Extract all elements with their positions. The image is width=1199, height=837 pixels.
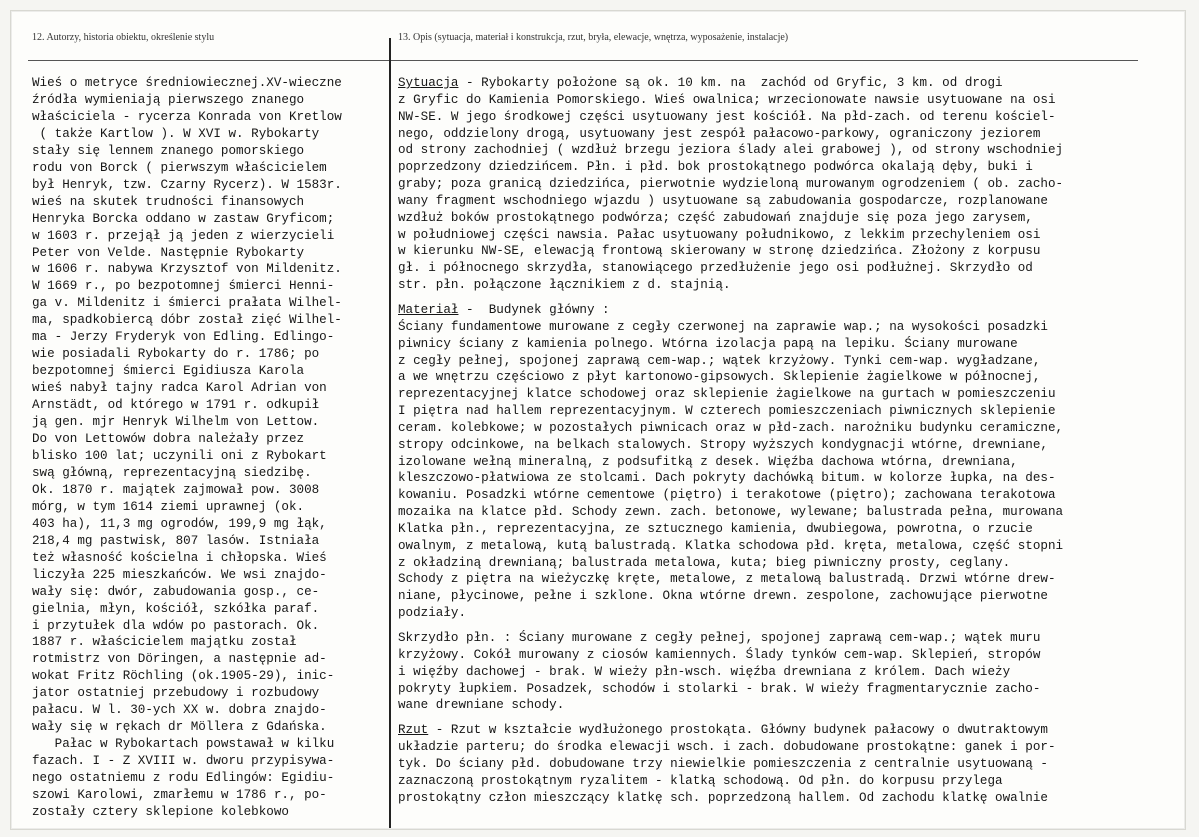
description-line-text: z cegły pełnej, spojonej zaprawą cem-wap.; wątek krzyżowy. Tynki cem-wap. wygładzane, <box>398 353 1041 368</box>
description-line <box>398 420 1063 437</box>
description-line <box>398 227 1063 244</box>
description-line <box>398 126 1063 143</box>
history-line: wieś na skutek trudności finansowych <box>32 194 305 209</box>
description-line-text: krzyżowy. Cokół murowany z ciosów kamiennych. Ślady tynków cem-wap. Sklepień, stropów <box>398 647 1041 662</box>
description-line <box>398 790 1063 807</box>
description-line <box>398 302 1063 319</box>
description-line <box>398 210 1063 227</box>
history-line: też własność kościelna i chłopska. Wieś <box>32 550 327 565</box>
history-line: właściciela - rycerza Konrada von Kretlow <box>32 109 342 124</box>
description-line-text: z Gryfic do Kamienia Pomorskiego. Wieś owalnica; wrzecionowate nawsie usytuowane na osi <box>398 92 1056 107</box>
section-heading: Rzut <box>398 723 429 738</box>
description-line-text: I piętra nad hallem reprezentacyjnym. W czterech pomieszczeniach piwnicznych sklepienie <box>398 404 1056 419</box>
description-line-text: i więźby dachowej - brak. W wieży płn-wsch. więźba drewniana z królem. Dach wieży <box>398 664 1011 679</box>
description-line <box>398 588 1063 605</box>
description-line <box>398 75 1063 92</box>
history-line: 218,4 mg pastwisk, 807 lasów. Istniała <box>32 533 320 548</box>
header-rule <box>28 60 1138 61</box>
description-line <box>398 555 1063 572</box>
description-line <box>398 142 1063 159</box>
section-heading: Sytuacja <box>398 76 459 90</box>
description-line-text: stropy odcinkowe, na belkach stalowych. Stropy wyższych kondygnacji wtórne, drewniane, <box>398 437 1048 452</box>
history-line: zostały cztery sklepione kolebkowo <box>32 804 289 819</box>
paragraph-gap <box>398 294 1063 302</box>
description-line-text: wzdłuż boków prostokątnego podwórza; część zabudowań znajduje się poza jego zarysem, <box>398 210 1033 225</box>
description-line-text: tyk. Do ściany płd. dobudowane trzy niewielkie pomieszczenia z centralnie usytuowaną - <box>398 756 1048 771</box>
history-line: ga v. Mildenitz i śmierci prałata Wilhel- <box>32 296 342 311</box>
description-line <box>398 521 1063 538</box>
description-line-text: podziały. <box>398 606 467 621</box>
description-line <box>398 773 1063 790</box>
description-line <box>398 697 1063 714</box>
history-line: był Henryk, tzw. Czarny Rycerz). W 1583r. <box>32 177 342 192</box>
history-line: bezpotomnej śmierci Egidiusza Karola <box>32 364 305 379</box>
description-line <box>398 538 1063 555</box>
description-line <box>398 260 1063 277</box>
description-line-text: kleszczowo-płatwiowa ze stolcami. Dach pokryty dachówką bitum. w kolorze łupka, na des- <box>398 471 1056 486</box>
description-line <box>398 756 1063 773</box>
history-line: Do von Lettowów dobra należały przez <box>32 432 305 447</box>
description-line <box>398 109 1063 126</box>
description-line <box>398 193 1063 210</box>
right-column-header: 13. Opis (sytuacja, materiał i konstrukcja, rzut, bryła, elewacje, wnętrza, wyposażenie, instalacje) <box>398 32 789 43</box>
description-line-text: mozaika na klatce płd. Schody zewn. zach. betonowe, wylewane; balustrada pełna, murowana <box>398 505 1064 520</box>
history-line: Peter von Velde. Następnie Rybokarty <box>32 245 305 260</box>
description-line-text: reprezentacyjnej klatce schodowej oraz sklepienie żagielkowe na gurtach w pomieszczeniu <box>398 387 1056 402</box>
history-line: ją gen. mjr Henryk Wilhelm von Lettow. <box>32 415 320 430</box>
description-line-text: - Rybokarty położone są ok. 10 km. na zachód od Gryfic, 3 km. od drogi <box>458 76 1003 90</box>
history-line: wie posiadali Rybokarty do r. 1786; po <box>32 347 320 362</box>
history-line: nego ostatniemu z rodu Edlingów: Egidiu- <box>32 771 335 786</box>
history-line: W 1669 r., po bezpotomnej śmierci Henni- <box>32 279 335 294</box>
history-line: w 1603 r. przejął ją jeden z wierzycieli <box>32 228 335 243</box>
paragraph-gap <box>398 714 1063 722</box>
description-line-text: układzie parteru; do środka elewacji wsch. i zach. dobudowane prostokątne: ganek i por- <box>398 740 1056 755</box>
history-line: mórg, w tym 1614 ziemi uprawnej (ok. <box>32 499 305 514</box>
section-heading: Materiał <box>398 302 459 317</box>
history-line: wokat Fritz Röchling (ok.1905-29), inic- <box>32 669 335 684</box>
history-line: Wieś o metryce średniowiecznej.XV-wieczne <box>32 76 342 90</box>
description-line <box>398 739 1063 756</box>
description-line <box>398 319 1063 336</box>
history-line: szowi Karolowi, zmarłemu w 1786 r., po- <box>32 788 327 803</box>
description-line-text: Ściany fundamentowe murowane z cegły czerwonej na zaprawie wap.; na wysokości posadzki <box>398 319 1048 334</box>
paragraph-gap <box>398 622 1063 630</box>
description-line <box>398 243 1063 260</box>
description-line-text: Schody z piętra na wieżyczkę kręte, metalowe, z metalową balustradą. Drzwi wtórne drew- <box>398 572 1056 587</box>
history-line: 1887 r. właścicielem majątku został <box>32 635 297 650</box>
history-line: ( także Kartlow ). W XVI w. Rybokarty <box>32 126 320 141</box>
description-line-text: w południowej części nawsia. Pałac usytuowany południkowo, z lekkim przechyleniem osi <box>398 227 1041 242</box>
description-line-text: prostokątny człon mieszczący klatkę sch. poprzedzoną hallem. Od zachodu klatkę owalnie <box>398 790 1048 805</box>
history-line: ma - Jerzy Fryderyk von Edling. Edlingo- <box>32 330 335 345</box>
description-line-text: wany fragment wschodniego wjazdu ) usytuowane są zabudowania gospodarcze, rozplanowane <box>398 193 1048 208</box>
description-line-text: owalnym, z metalową, kutą balustradą. Klatka schodowa płd. kręta, metalowa, część stopni <box>398 538 1064 553</box>
history-line: rotmistrz von Döringen, a następnie ad- <box>32 652 327 667</box>
description-line-text: wane drewniane schody. <box>398 698 565 713</box>
description-line <box>398 277 1063 294</box>
description-line <box>398 487 1063 504</box>
description-line <box>398 159 1063 176</box>
description-line-text: zaznaczoną prostokątnym ryzalitem - klatką schodową. Od płn. do korpusu przylega <box>398 773 1003 788</box>
description-line-text: Klatka płn., reprezentacyjna, ze sztucznego kamienia, dwubiegowa, powrotna, o rzucie <box>398 521 1033 536</box>
description-line <box>398 571 1063 588</box>
description-line-text: graby; poza granicą dziedzińca, pierwotnie wydzieloną murowanym ogrodzeniem ( ob. zacho- <box>398 177 1064 192</box>
history-line: Arnstädt, od którego w 1791 r. odkupił <box>32 398 320 413</box>
description-line-text: - Budynek główny : <box>458 302 610 317</box>
history-line: Henryka Borcka oddano w zastaw Gryficom; <box>32 211 335 226</box>
history-line: wały się: dwór, zabudowania gosp., ce- <box>32 584 320 599</box>
history-line: stały się lennem znanego pomorskiego <box>32 143 305 158</box>
description-line-text: pokryty łupkiem. Posadzek, schodów i stolarki - brak. W wieży fragmentarycznie zacho- <box>398 681 1041 696</box>
description-line-text: niane, płycinowe, pełne i szklone. Okna wtórne drewn. zespolone, zachowujące pierwotne <box>398 589 1048 604</box>
description-line-text: nego, oddzielony drogą, usytuowany jest zespół pałacowo-parkowy, ograniczony jeziorem <box>398 126 1041 141</box>
history-line: swą główną, reprezentacyjną siedzibę. <box>32 465 312 480</box>
description-line <box>398 353 1063 370</box>
description-line-text: w kierunku NW-SE, elewacją frontową skierowany w stronę dziedzińca. Złożony z korpusu <box>398 244 1041 259</box>
history-line: 403 ha), 11,3 mg ogrodów, 199,9 mg łąk, <box>32 516 327 531</box>
description-line <box>398 504 1063 521</box>
description-line <box>398 630 1063 647</box>
history-text <box>32 75 342 821</box>
history-line: liczyła 225 mieszkańców. We wsi znajdo- <box>32 567 327 582</box>
history-line: blisko 100 lat; uczynili oni z Rybokart <box>32 448 327 463</box>
description-line-text: - Rzut w kształcie wydłużonego prostokąta. Główny budynek pałacowy o dwutraktowym <box>428 723 1048 738</box>
description-line <box>398 92 1063 109</box>
description-line <box>398 681 1063 698</box>
description-line-text: NW-SE. W jego środkowej części usytuowany jest kościół. Na płd-zach. od terenu kościel- <box>398 109 1056 124</box>
history-line: pałacu. W l. 30-ych XX w. dobra znajdo- <box>32 703 327 718</box>
description-line-text: str. płn. połączone łącznikiem z d. stajnią. <box>398 278 731 293</box>
history-line: i przytułek dla wdów po pastorach. Ok. <box>32 618 320 633</box>
description-line <box>398 470 1063 487</box>
description-line <box>398 722 1063 739</box>
description-line <box>398 403 1063 420</box>
description-line <box>398 605 1063 622</box>
history-line: Ok. 1870 r. majątek zajmował pow. 3008 <box>32 482 320 497</box>
history-line: wieś nabył tajny radca Karol Adrian von <box>32 381 327 396</box>
history-line: gielnia, młyn, kościół, szkółka paraf. <box>32 601 320 616</box>
description-line <box>398 386 1063 403</box>
description-line-text: poprzedzony dziedzińcem. Płn. i płd. bok prostokątnego podwórca okalają dęby, buki i <box>398 160 1033 175</box>
description-text <box>398 75 1063 806</box>
description-line-text: z okładziną drewnianą; balustrada metalowa, kuta; bieg piwniczny prosty, ceglany. <box>398 555 1011 570</box>
description-line-text: od strony zachodniej ( wzdłuż brzegu jeziora ślady alei grabowej ), od strony wschodniej <box>398 143 1064 158</box>
description-line <box>398 454 1063 471</box>
history-line: ma, spadkobiercą dóbr został zięć Wilhel- <box>32 313 342 328</box>
description-line-text: izolowane wełną mineralną, z podsufitką z desek. Więźba dachowa wtórna, drewniana, <box>398 454 1018 469</box>
description-line <box>398 336 1063 353</box>
history-line: fazach. I - Z XVIII w. dworu przypisywa- <box>32 754 335 769</box>
left-column-header: 12. Autorzy, historia obiektu, określenie stylu <box>32 32 215 43</box>
description-line <box>398 176 1063 193</box>
description-line-text: Skrzydło płn. : Ściany murowane z cegły pełnej, spojonej zaprawą cem-wap.; wątek muru <box>398 631 1041 645</box>
description-line <box>398 437 1063 454</box>
description-line <box>398 369 1063 386</box>
description-line-text: gł. i północnego skrzydła, stanowiącego przedłużenie jego osi podłużnej. Skrzydło od <box>398 261 1033 276</box>
description-line-text: ceram. kolebkowe; w pozostałych piwnicach oraz w płd-zach. narożniku budynku ceramiczne, <box>398 420 1064 435</box>
history-line: jator ostatniej przebudowy i rozbudowy <box>32 686 320 701</box>
description-line-text: piwnicy ściany z kamienia polnego. Wtórna izolacja papą na lepiku. Ściany murowane <box>398 336 1018 351</box>
history-line: w 1606 r. nabywa Krzysztof von Mildenitz. <box>32 262 342 277</box>
description-line-text: kowaniu. Posadzki wtórne cementowe (piętro) i terakotowe (piętro); zachowana terakotowa <box>398 488 1056 503</box>
description-line <box>398 664 1063 681</box>
history-line: źródła wymieniają pierwszego znanego <box>32 92 305 107</box>
column-divider <box>389 38 391 828</box>
history-line: Pałac w Rybokartach powstawał w kilku <box>32 737 335 752</box>
description-line-text: a we wnętrzu częściowo z płyt kartonowo-gipsowych. Sklepienie żagielkowe w północnej, <box>398 370 1041 385</box>
history-line: rodu von Borck ( pierwszym właścicielem <box>32 160 327 175</box>
description-line <box>398 647 1063 664</box>
history-line: wały się w rękach dr Möllera z Gdańska. <box>32 720 327 735</box>
